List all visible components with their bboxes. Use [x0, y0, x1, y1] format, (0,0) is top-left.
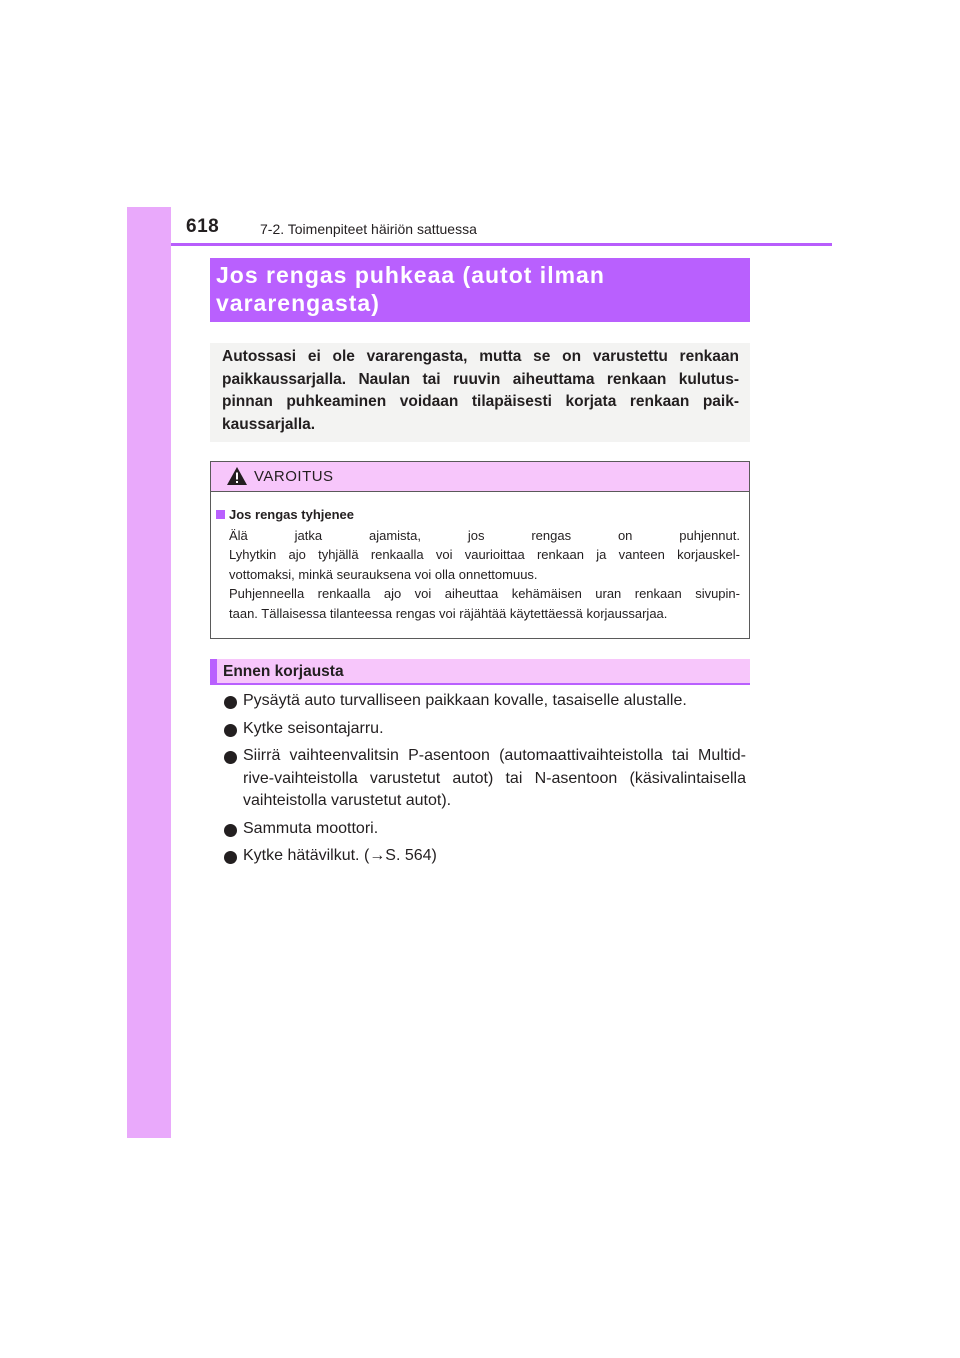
warning-title: VAROITUS [254, 468, 334, 485]
list-item-line: rive-vaihteistolla varustetut autot) tai N-asentoon (käsivalintaisella [243, 769, 746, 787]
warning-line: Puhjenneella renkaalla ajo voi aiheuttaa kehämäisen uran renkaan sivupin- [229, 586, 740, 602]
bullet-dot-icon [224, 751, 237, 764]
bullet-dot-icon [224, 696, 237, 709]
subsection-accent-bar [210, 659, 217, 683]
bullet-dot-icon [224, 851, 237, 864]
side-tab-strip [127, 207, 171, 1138]
chapter-title: 7-2. Toimenpiteet häiriön sattuessa [260, 221, 477, 237]
intro-line: Autossasi ei ole vararengasta, mutta se on varustettu renkaan [222, 348, 739, 365]
bullet-dot-icon [224, 724, 237, 737]
header-divider [171, 243, 832, 246]
list-item [224, 690, 746, 713]
section-title-box [210, 258, 750, 322]
section-title-line: Jos rengas puhkeaa (autot ilman [216, 262, 605, 288]
bullet-list [224, 690, 746, 873]
list-item [224, 818, 746, 841]
intro-box [210, 343, 750, 442]
intro-line: kaussarjalla. [222, 415, 316, 433]
warning-triangle-icon [226, 466, 248, 486]
warning-line: Älä jatka ajamista, jos rengas on puhjennut. [229, 528, 740, 543]
warning-subheading-text: Jos rengas tyhjenee [229, 506, 354, 522]
intro-line: paikkaussarjalla. Naulan tai ruuvin aiheuttama renkaan kulutus- [222, 370, 739, 388]
list-item [224, 745, 746, 813]
list-item-line: Pysäytä auto turvalliseen paikkaan kovalle, tasaiselle alustalle. [243, 692, 687, 709]
list-item [224, 718, 746, 741]
warning-line: vottomaksi, minkä seurauksena voi olla onnettomuus. [229, 566, 538, 582]
warning-subheading [216, 505, 740, 523]
subsection-header [210, 659, 750, 685]
warning-body [211, 492, 749, 623]
list-item [224, 845, 746, 868]
list-item-line: Kytke hätävilkut. (→S. 564) [243, 847, 437, 864]
bullet-dot-icon [224, 824, 237, 837]
list-item-line: Kytke seisontajarru. [243, 719, 384, 737]
page-number: 618 [186, 216, 220, 237]
list-item-line: Sammuta moottori. [243, 819, 379, 837]
section-title-line: vararengasta) [216, 290, 380, 316]
warning-box [210, 461, 750, 639]
warning-text [216, 523, 740, 623]
warning-line: Lyhytkin ajo tyhjällä renkaalla voi vaurioittaa renkaan ja vanteen korjauskel- [229, 547, 740, 563]
subsection-title: Ennen korjausta [223, 663, 344, 680]
list-item-line: vaihteistolla varustetut autot). [243, 792, 452, 809]
warning-line: taan. Tällaisessa tilanteessa rengas voi räjähtää käytettäessä korjaussarjaa. [229, 605, 668, 621]
intro-line: pinnan puhkeaminen voidaan tilapäisesti korjata renkaan paik- [222, 393, 739, 411]
warning-header [211, 462, 749, 492]
square-bullet-icon [216, 510, 225, 519]
list-item-line: Siirrä vaihteenvalitsin P-asentoon (automaattivaihteistolla tai Multid- [243, 747, 746, 764]
